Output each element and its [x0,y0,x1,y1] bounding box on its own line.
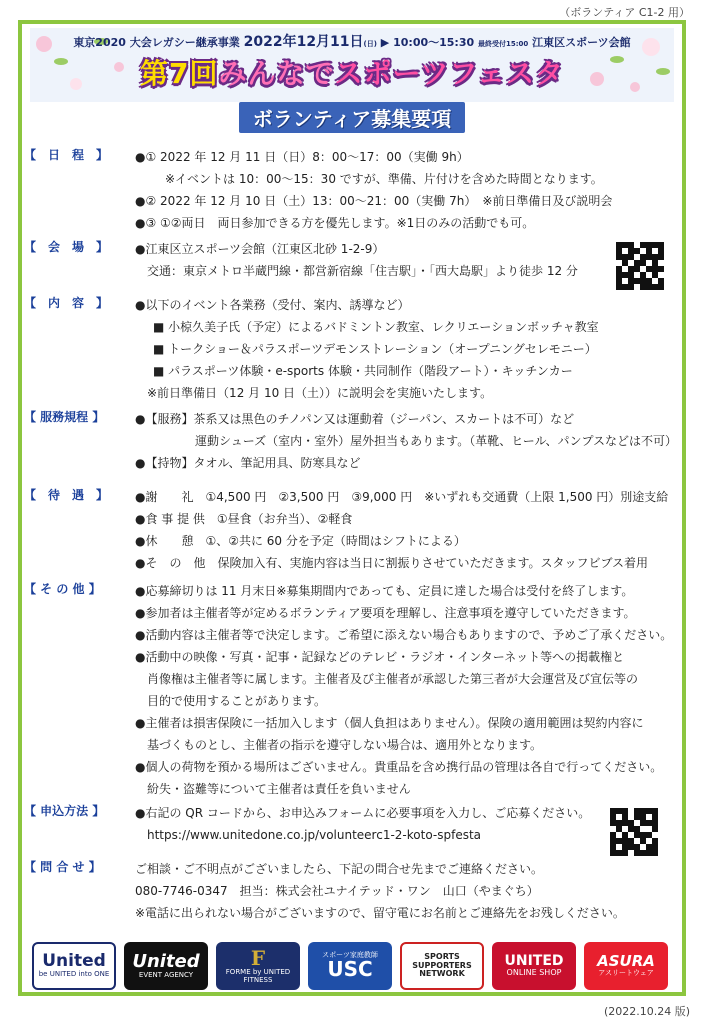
content-line: ■ 小椋久美子氏（予定）によるバドミントン教室、レクリエーションボッチャ教室 [153,320,599,334]
content-line: ※前日準備日（12 月 10 日（土））に説明会を実施いたします。 [147,386,493,400]
content-line: ■ トークショー＆パラスポーツデモンストレーション（オープニングセレモニー） [153,342,597,356]
other-line: 基づくものとし、主催者の指示を遵守しない場合は、適用外となります。 [147,738,543,752]
apply-line: ●右記の QR コードから、お申込みフォームに必要事項を入力し、ご応募ください。 [135,806,591,820]
banner-time: 10:00〜15:30 [393,36,475,49]
logo-forme: F FORME by UNITED FITNESS [216,942,300,990]
banner-last-entry: 最終受付15:00 [477,40,529,48]
other-line: ●活動内容は主催者等で決定します。ご希望に添えない場合もありますので、予めご了承ください。 [135,628,673,642]
schedule-line: ●① 2022 年 12 月 11 日（日）8：00〜17：00（実働 9h） [135,150,469,164]
banner-venue: 江東区スポーツ会館 [532,36,631,49]
other-line: ●活動中の映像・写真・記事・記録などのテレビ・ラジオ・インターネット等への掲載権と [135,650,625,664]
logo-asura: ASURA アスリートウェア [584,942,668,990]
schedule-line: ●③ ①②両日 両日参加できる方を優先します。※1日のみの活動でも可。 [135,216,535,230]
other-line: 肖像権は主催者等に属します。主催者及び主催者が承認した第三者が大会運営及び宣伝等の [147,672,639,686]
treatment-line: ●そ の 他 保険加入有、実施内容は当日に割振りさせていただきます。スタッフビブス着用 [135,556,649,570]
contact-phone: 080-7746-0347 担当：株式会社ユナイテッド・ワン 山口（やまぐち） [135,884,539,898]
schedule-line: ●② 2022 年 12 月 10 日（土）13：00〜21：00（実働 7h） ※前日準備日及び説明会 [135,194,613,208]
contact-line: ※電話に出られない場合がございますので、留守電にお名前とご連絡先をお残しください。 [135,906,625,920]
content-label: 【 内 容 】 [24,296,109,310]
logo-united-event-agency: United EVENT AGENCY [124,942,208,990]
content-line: ●以下のイベント各業務（受付、案内、誘導など） [135,298,410,312]
document-frame [18,20,686,996]
other-line: 紛失・盗難等について主催者は責任を負いません [147,782,411,796]
other-line: 目的で使用することがあります。 [147,694,327,708]
treatment-label: 【 待 遇 】 [24,488,109,502]
logo-united-online-shop: UNITED ONLINE SHOP [492,942,576,990]
usage-label: （ボランティア C1-2 用） [559,6,690,19]
other-line: ●個人の荷物を預かる場所はございません。貴重品を含め携行品の管理は各自で行ってください。 [135,760,663,774]
page-title: ボランティア募集要項 [239,102,465,133]
schedule-label: 【 日 程 】 [24,148,109,162]
banner-date: 2022年12月11日 [243,34,364,50]
contact-line: ご相談・ご不明点がございましたら、下記の問合せ先までご連絡ください。 [135,862,544,876]
other-line: ●参加者は主催者等が定めるボランティア要項を理解し、注意事項を遵守していただきます。 [135,606,636,620]
apply-label: 【 申込方法 】 [24,804,105,818]
play-arrow-icon: ▶ [380,36,390,49]
logo-united: United be UNITED into ONE [32,942,116,990]
banner-legacy: 東京2020 大会レガシー継承事業 [73,36,240,49]
schedule-line: ※イベントは 10：00〜15：30 ですが、準備、片付けを含めた時間となります。 [165,172,603,186]
event-title [30,52,674,92]
rules-label: 【 服務規程 】 [24,410,105,424]
venue-line: ●江東区立スポーツ会館（江東区北砂 1-2-9） [135,242,385,256]
contact-label: 【 問 合 せ 】 [24,860,101,874]
rules-line: ●【服務】茶系又は黒色のチノパン又は運動着（ジーパン、スカートは不可）など [135,412,575,426]
application-qr-code[interactable] [610,808,658,856]
event-title-festa: スポーツフェスタ [334,57,564,90]
other-line: ●応募締切りは 11 月末日※募集期間内であっても、定員に達した場合は受付を終了します。 [135,584,634,598]
venue-label: 【 会 場 】 [24,240,109,254]
other-line: ●主催者は損害保険に一括加入します（個人負担はありません）。保険の適用範囲は契約内容に [135,716,644,730]
treatment-line: ●謝 礼 ①4,500 円 ②3,500 円 ③9,000 円 ※いずれも交通費（上限 1,500 円）別途支給 [135,490,669,504]
logo-usc: スポーツ家庭教師 USC [308,942,392,990]
banner-info-line [30,31,674,51]
content-line: ■ パラスポーツ体験・e-sports 体験・共同制作（階段アート）・キッチンカー [153,364,573,378]
version-label: (2022.10.24 版) [603,1005,690,1018]
venue-map-qr-code[interactable] [616,242,664,290]
rules-line: 運動シューズ（室内・室外）屋外担当もあります。（革靴、ヒール、パンプスなどは不可） [195,434,678,448]
event-title-everyone: みんなで [218,57,335,90]
event-banner [30,28,674,102]
logo-sports-supporters-network: SPORTS SUPPORTERS NETWORK [400,942,484,990]
event-title-edition: 第7回 [140,57,219,90]
treatment-line: ●休 憩 ①、②共に 60 分を予定（時間はシフトによる） [135,534,466,548]
rules-line: ●【持物】タオル、筆記用具、防寒具など [135,456,361,470]
apply-url[interactable]: https://www.unitedone.co.jp/volunteerc1-2-koto-spfesta [147,828,482,842]
treatment-line: ●食 事 提 供 ①昼食（お弁当）、②軽食 [135,512,353,526]
venue-line: 交通：東京メトロ半蔵門線・都営新宿線「住吉駅」・「西大島駅」より徒歩 12 分 [147,264,578,278]
other-label: 【 そ の 他 】 [24,582,101,596]
sponsor-logos [32,942,672,992]
banner-day: (日) [363,40,377,48]
